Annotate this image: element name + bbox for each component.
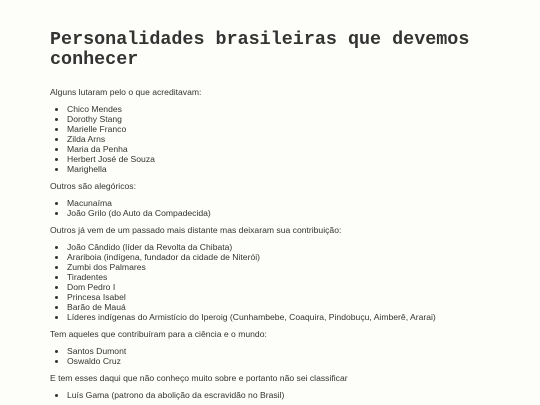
list-activists (50, 104, 520, 174)
list-item: • Zilda Arns (67, 134, 520, 144)
list-item: • Chico Mendes (67, 104, 520, 114)
list-unclassified (50, 390, 520, 400)
section-intro-historical: Outros já vem de um passado mais distante mas deixaram sua contribuição: (50, 225, 342, 235)
list-item: • Dorothy Stang (67, 114, 520, 124)
list-item: • Marielle Franco (67, 124, 520, 134)
list-item: • Arariboia (indígena, fundador da cidade de Niterói) (67, 252, 520, 262)
list-allegorical (50, 198, 520, 218)
list-science (50, 346, 520, 366)
list-item: • Barão de Mauá (67, 302, 520, 312)
list-item: • Tiradentes (67, 272, 520, 282)
list-item: • Princesa Isabel (67, 292, 520, 302)
section-intro-allegorical: Outros são alegóricos: (50, 181, 136, 191)
list-item: • Herbert José de Souza (67, 154, 520, 164)
list-item: • Zumbi dos Palmares (67, 262, 520, 272)
page-title: Personalidades brasileiras que devemos conhecer (50, 29, 470, 70)
list-item: • Macunaíma (67, 198, 520, 208)
section-intro-science: Tem aqueles que contribuíram para a ciência e o mundo: (50, 329, 267, 339)
list-item: • Santos Dumont (67, 346, 520, 356)
section-intro-activists: Alguns lutaram pelo o que acreditavam: (50, 87, 202, 97)
list-item: • Dom Pedro I (67, 282, 520, 292)
list-historical (50, 242, 520, 322)
list-item: • Maria da Penha (67, 144, 520, 154)
list-item: • Marighella (67, 164, 520, 174)
list-item: • Luís Gama (patrono da abolição da escravidão no Brasil) (67, 390, 520, 400)
list-item: • João Grilo (do Auto da Compadecida) (67, 208, 520, 218)
list-item: • Líderes indígenas do Armistício do Iperoig (Cunhambebe, Coaquira, Pindobuçu, Aimberê, Ararai) (67, 312, 520, 322)
list-item: • Oswaldo Cruz (67, 356, 520, 366)
list-item: • João Cândido (líder da Revolta da Chibata) (67, 242, 520, 252)
section-intro-unclassified: E tem esses daqui que não conheço muito sobre e portanto não sei classificar (50, 373, 348, 383)
